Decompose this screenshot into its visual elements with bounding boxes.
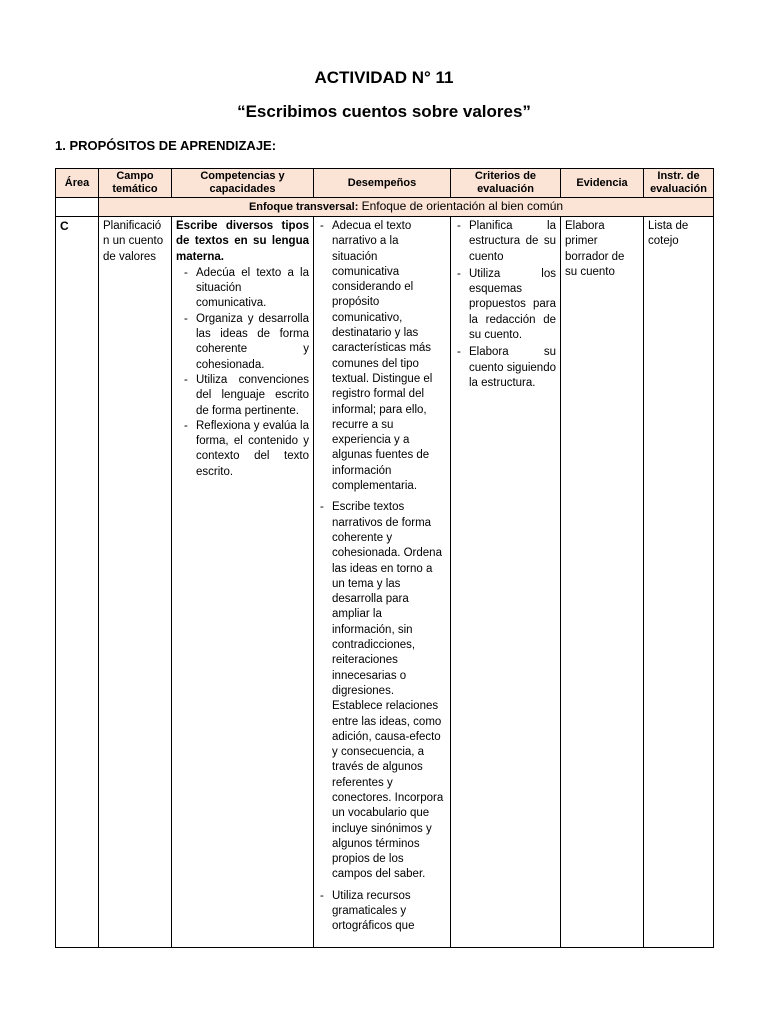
activity-title: ACTIVIDAD N° 11 bbox=[314, 68, 454, 87]
list-item: - Utiliza los esquemas propuestos para la redacción de su cuento. bbox=[455, 267, 556, 343]
list-item: - Reflexiona y evalúa la forma, el contenido y contexto del texto escrito. bbox=[182, 419, 309, 480]
enfoque-row bbox=[56, 198, 714, 217]
list-item: - Adecua el texto narrativo a la situación comunicativa considerando el propósito comunicativo, destinatario y las características más comunes del tipo textual. Distingue el registro formal del informal; para ello, recurre a su experiencia y a algunas fuentes de información complementaria. bbox=[318, 219, 446, 494]
col-header-instrumento: Instr. de evaluación bbox=[644, 169, 714, 198]
criterios-cell bbox=[451, 217, 561, 948]
enfoque-value: Enfoque de orientación al bien común bbox=[361, 199, 564, 213]
list-item: - Escribe textos narrativos de forma coherente y cohesionada. Ordena las ideas en torno a un tema y las desarrolla para ampliar la información, sin contradicciones, reiteraciones innecesarias o digresiones. Establece relaciones entre las ideas, como adición, causa-efecto y consecuencia, a través de algunos referentes y conectores. Incorpora un vocabulario que incluye sinónimos y algunos términos propios de los campos del saber. bbox=[318, 500, 446, 882]
campo-cell bbox=[99, 217, 172, 948]
competencia-title: Escribe diversos tipos de textos en su lengua materna. bbox=[176, 220, 309, 263]
list-item: - Elabora su cuento siguiendo la estructura. bbox=[455, 345, 556, 391]
section-heading: 1. PROPÓSITOS DE APRENDIZAJE: bbox=[55, 138, 277, 153]
enfoque-label: Enfoque transversal: bbox=[248, 201, 359, 213]
col-header-area: Área bbox=[56, 169, 99, 198]
desempenos-list bbox=[318, 219, 446, 935]
list-item: - Utiliza recursos gramaticales y ortográficos que bbox=[318, 889, 446, 935]
criterios-list bbox=[455, 219, 556, 391]
list-item: - Utiliza convenciones del lenguaje escrito de forma pertinente. bbox=[182, 373, 309, 419]
list-item: - Adecúa el texto a la situación comunicativa. bbox=[182, 266, 309, 312]
table-row bbox=[56, 217, 714, 948]
col-header-competencias: Competencias y capacidades bbox=[172, 169, 314, 198]
learning-purposes-table bbox=[55, 168, 714, 948]
capacidades-list bbox=[182, 266, 309, 480]
instrumento-cell: Lista de cotejo bbox=[644, 217, 714, 948]
col-header-criterios: Criterios de evaluación bbox=[451, 169, 561, 198]
table-header-row bbox=[56, 169, 714, 198]
activity-subtitle: “Escribimos cuentos sobre valores” bbox=[237, 102, 531, 121]
col-header-evidencia: Evidencia bbox=[561, 169, 644, 198]
list-item: - Organiza y desarrolla las ideas de forma coherente y cohesionada. bbox=[182, 312, 309, 373]
col-header-desempenos: Desempeños bbox=[314, 169, 451, 198]
campo-text: Planificación un cuento de valores bbox=[103, 220, 164, 263]
enfoque-cell bbox=[99, 198, 714, 217]
col-header-campo: Campo temático bbox=[99, 169, 172, 198]
list-item: - Planifica la estructura de su cuento bbox=[455, 219, 556, 265]
area-cell: C bbox=[56, 217, 99, 948]
evidencia-cell: Elabora primer borrador de su cuento bbox=[561, 217, 644, 948]
competencias-cell bbox=[172, 217, 314, 948]
desempenos-cell bbox=[314, 217, 451, 948]
